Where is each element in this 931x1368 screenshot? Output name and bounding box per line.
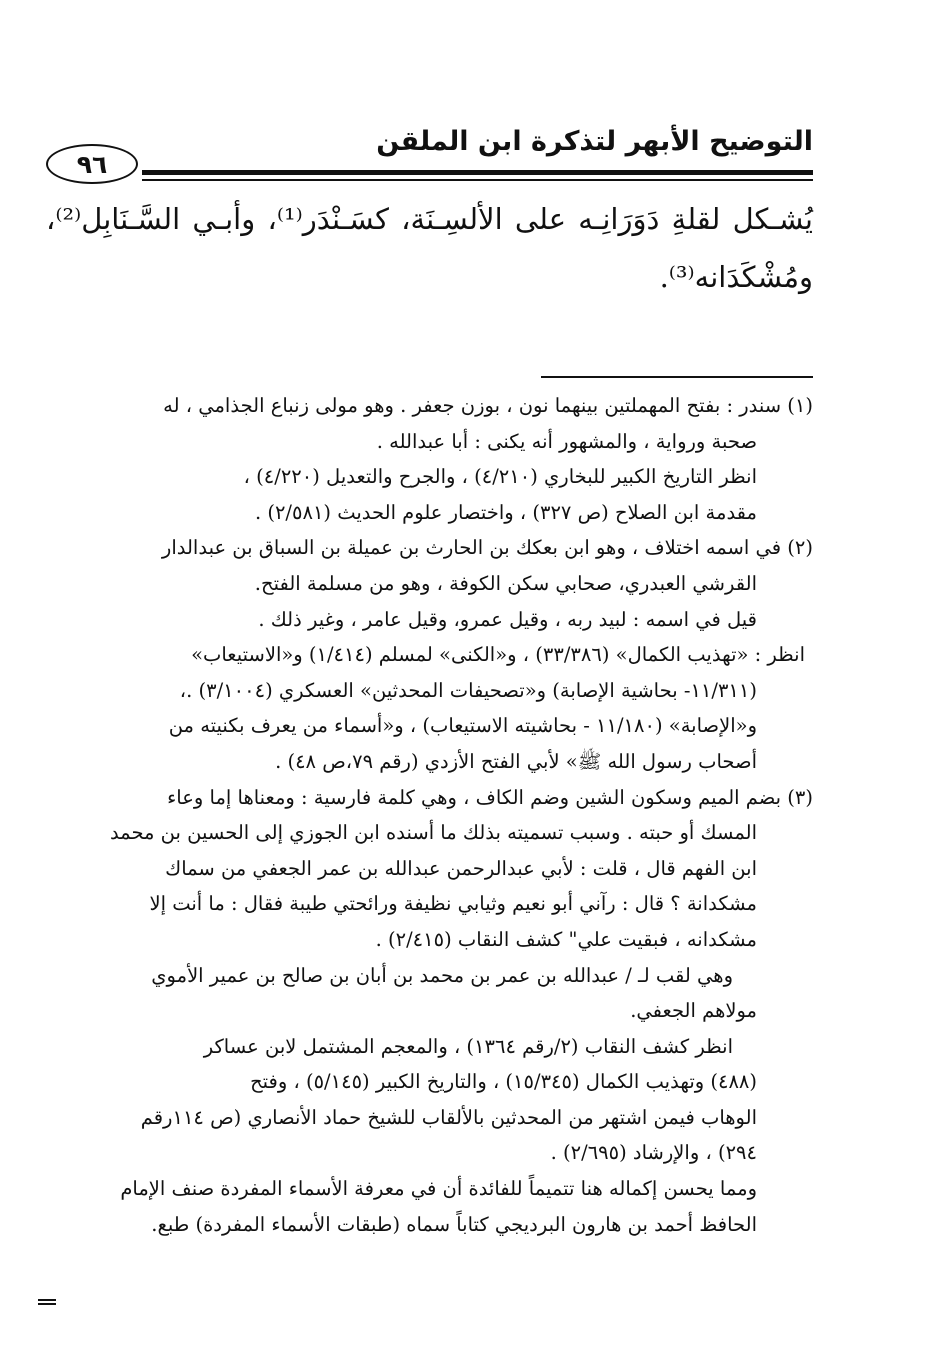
footnote-line: انظر كشف النقاب (٢/رقم ١٣٦٤) ، والمعجم المشتمل لابن عساكر (203, 1034, 733, 1058)
footnote-separator (541, 376, 813, 378)
footnotes (44, 388, 813, 1242)
footnote-line: مشكدانة ؟ قال : رآني أبو نعيم وثيابي نظيفة ورائحتي طيبة فقال : ما أنت إلا (149, 892, 757, 916)
footnote-line: صحبة ورواية ، والمشهور أنه يكنى : أبا عبدالله . (376, 429, 757, 453)
footnote-line: (٢) في اسمه اختلاف ، وهو ابن بعكك بن الحارث بن عميلة بن السباق بن عبدالدار (161, 536, 813, 560)
footnote-line: المسك أو حبته . وسبب تسميته بذلك ما أسنده ابن الجوزي إلى الحسين بن محمد (109, 821, 757, 845)
footnote-line: الوهاب فيمن اشتهر من المحدثين بالألقاب للشيخ حماد الأنصاري (ص ١١٤رقم (140, 1105, 757, 1129)
main-text-line: يُشـكل لقلةِ دَوَرَانِـه على الألسِـنَة، كسَـنْدَر⁽¹⁾، وأبـي السَّـنَابِل⁽²⁾، (46, 202, 813, 236)
footnote-line: ابن الفهم قال ، قلت : لأبي عبدالرحمن عبدالله بن عمر الجعفي من سماك (165, 856, 757, 880)
footnote-line: (٣) بضم الميم وسكون الشين وضم الكاف ، وهي كلمة فارسية : ومعناها إما وعاء (167, 785, 813, 809)
footnote-line: وهي لقب لـ / عبدالله بن عمر بن محمد بن أبان بن صالح بن عمير الأموي (151, 963, 733, 987)
footnote-line: مقدمة ابن الصلاح (ص ٣٢٧) ، واختصار علوم الحديث (٢/٥٨١) . (254, 500, 757, 524)
main-text-line: ومُشْكَدَانه⁽³⁾. (659, 260, 813, 294)
footnote-line: القرشي العبدري، صحابي سكن الكوفة ، وهو من مسلمة الفتح. (254, 571, 757, 595)
footnote-line: انظر التاريخ الكبير للبخاري (٤/٢١٠) ، والجرح والتعديل (٤/٢٢٠) ، (243, 465, 757, 489)
footnote-line: قيل في اسمه : لبيد ربه ، وقيل عمرو، وقيل عامر ، وغير ذلك . (258, 607, 757, 631)
footnote-line: الحافظ أحمد بن هارون البرديجي كتاباً سماه (طبقات الأسماء المفردة) طبع. (151, 1212, 757, 1236)
page-number-badge: ٩٦ (46, 144, 138, 184)
footnote-line: (١١/٣١١- بحاشية الإصابة) و«تصحيفات المحدثين» العسكري (٣/١٠٠٤) .، (179, 678, 757, 702)
main-text (46, 190, 813, 306)
footnote-line: (١) سندر : بفتح المهملتين بينهما نون ، بوزن جعفر . وهو مولى زنباع الجذامي ، له (163, 394, 813, 417)
footnote-line: و«الإصابة» (١١/١٨٠ - بحاشيته الاستيعاب) ، و«أسماء من يعرف بكنيته من (168, 714, 757, 738)
running-title: التوضيح الأبهر لتذكرة ابن الملقن (376, 126, 813, 157)
footnote-line: ومما يحسن إكماله هنا تتميماً للفائدة أن في معرفة الأسماء المفردة صنف الإمام (120, 1177, 757, 1201)
footnote-line: (٤٨٨) وتهذيب الكمال (١٥/٣٤٥) ، والتاريخ الكبير (٥/١٤٥) ، وفتح (250, 1070, 757, 1094)
footnote-line: أصحاب رسول الله ﷺ» لأبي الفتح الأزدي (رقم ٧٩،ص ٤٨) . (275, 749, 757, 773)
header-rule-thick (142, 170, 813, 175)
footnote-line: مولاهم الجعفي. (630, 999, 757, 1023)
footnote-line: مشكدانه ، فبقيت علي" كشف النقاب (٢/٤١٥) . (375, 927, 757, 951)
footnote-line: ٢٩٤) ، والإرشاد (٢/٦٩٥) . (550, 1141, 757, 1165)
page-end-mark (38, 1299, 56, 1305)
footnote-line: انظر : «تهذيب الكمال» (٣٣/٣٨٦) ، و«الكنى» لمسلم (١/٤١٤) و«الاستيعاب» (191, 643, 805, 667)
header-rule-thin (142, 179, 813, 181)
